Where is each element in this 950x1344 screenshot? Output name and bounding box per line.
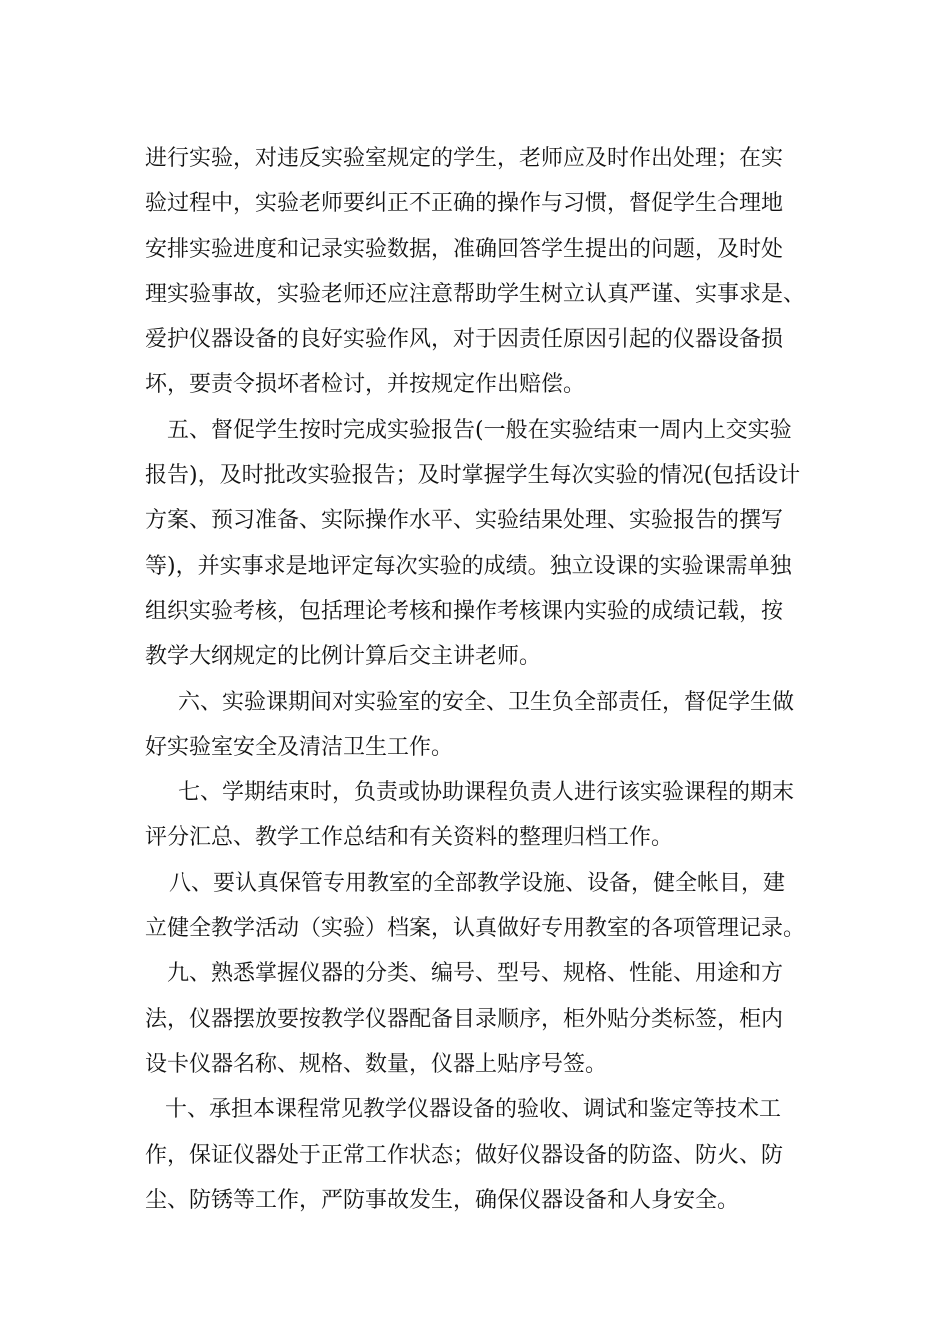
text-line: 坏，要责令损坏者检讨，并按规定作出赔偿。: [145, 372, 586, 398]
text-line: 爱护仪器设备的良好实验作风，对于因责任原因引起的仪器设备损: [145, 327, 784, 353]
text-line: 等)，并实事求是地评定每次实验的成绩。独立设课的实验课需单独: [145, 553, 792, 579]
text-line: 六、实验课期间对实验室的安全、卫生负全部责任，督促学生做: [178, 689, 795, 715]
text-line: 九、熟悉掌握仪器的分类、编号、型号、规格、性能、用途和方: [167, 961, 784, 987]
paragraph-item-10: [145, 1087, 815, 1223]
text-line: 安排实验进度和记录实验数据，准确回答学生提出的问题，及时处: [145, 236, 784, 262]
paragraph-item-6: [145, 680, 815, 771]
text-line: 进行实验，对违反实验室规定的学生，老师应及时作出处理；在实: [145, 146, 784, 171]
paragraph-item-7: [145, 770, 815, 861]
paragraph-item-5: [145, 408, 815, 680]
text-line: 八、要认真保管专用教室的全部教学设施、设备，健全帐目，建: [169, 870, 786, 896]
text-line: 理实验事故，实验老师还应注意帮助学生树立认真严谨、实事求是、: [145, 281, 806, 307]
text-line: 组织实验考核，包括理论考核和操作考核课内实验的成绩记载，按: [145, 598, 784, 624]
text-line: 立健全教学活动（实验）档案，认真做好专用教室的各项管理记录。: [145, 916, 806, 942]
text-line: 方案、预习准备、实际操作水平、实验结果处理、实验报告的撰写: [145, 508, 784, 534]
text-line: 好实验室安全及清洁卫生工作。: [145, 734, 454, 760]
paragraph-continuation: [145, 136, 815, 408]
text-line: 七、学期结束时，负责或协助课程负责人进行该实验课程的期末: [178, 780, 795, 806]
text-line: 尘、防锈等工作，严防事故发生，确保仪器设备和人身安全。: [145, 1187, 740, 1213]
text-line: 法，仪器摆放要按教学仪器配备目录顺序，柜外贴分类标签，柜内: [145, 1006, 784, 1032]
paragraph-item-9: [145, 951, 815, 1087]
text-line: 报告)，及时批改实验报告；及时掌握学生每次实验的情况(包括设计: [145, 463, 801, 489]
document-body: [145, 136, 815, 1223]
paragraph-item-8: [145, 861, 815, 952]
text-line: 评分汇总、教学工作总结和有关资料的整理归档工作。: [145, 825, 674, 851]
text-line: 作，保证仪器处于正常工作状态；做好仪器设备的防盗、防火、防: [145, 1142, 784, 1168]
text-line: 教学大纲规定的比例计算后交主讲老师。: [145, 644, 542, 670]
text-line: 验过程中，实验老师要纠正不正确的操作与习惯，督促学生合理地: [145, 191, 784, 217]
text-line: 设卡仪器名称、规格、数量，仪器上贴序号签。: [145, 1051, 608, 1077]
text-line: 五、督促学生按时完成实验报告(一般在实验结束一周内上交实验: [167, 417, 792, 443]
text-line: 十、承担本课程常见教学仪器设备的验收、调试和鉴定等技术工: [165, 1097, 782, 1123]
